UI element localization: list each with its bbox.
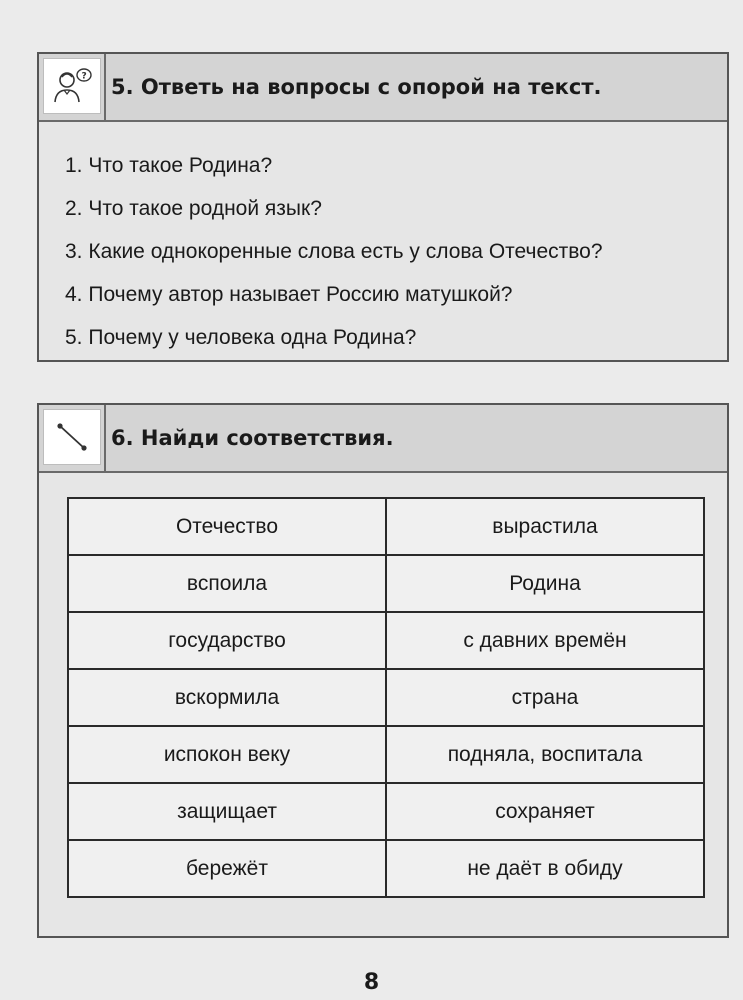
task-6-block bbox=[37, 403, 729, 938]
right-cell: вырастила bbox=[386, 498, 704, 555]
right-cell: не даёт в обиду bbox=[386, 840, 704, 897]
task-5-block bbox=[37, 52, 729, 362]
table-row bbox=[68, 555, 704, 612]
connect-line-icon bbox=[43, 409, 101, 465]
matching-table bbox=[67, 497, 705, 898]
questions-list bbox=[65, 144, 603, 359]
left-cell: испокон веку bbox=[68, 726, 386, 783]
table-row bbox=[68, 726, 704, 783]
left-cell: защищает bbox=[68, 783, 386, 840]
student-question-icon bbox=[43, 58, 101, 114]
left-cell: Отечество bbox=[68, 498, 386, 555]
table-row bbox=[68, 612, 704, 669]
question-item: 1. Что такое Родина? bbox=[65, 154, 273, 177]
question-item: 4. Почему автор называет Россию матушкой? bbox=[65, 283, 513, 306]
task-5-header bbox=[39, 54, 727, 122]
left-cell: вскормила bbox=[68, 669, 386, 726]
page-number: 8 bbox=[363, 970, 380, 995]
right-cell: Родина bbox=[386, 555, 704, 612]
table-row bbox=[68, 498, 704, 555]
task-6-header bbox=[39, 405, 727, 473]
question-item: 2. Что такое родной язык? bbox=[65, 197, 322, 220]
svg-text:?: ? bbox=[81, 71, 87, 82]
task-6-title: 6. Найди соответствия. bbox=[111, 426, 394, 450]
right-cell: сохраняет bbox=[386, 783, 704, 840]
right-cell: с давних времён bbox=[386, 612, 704, 669]
table-row bbox=[68, 840, 704, 897]
right-cell: подняла, воспитала bbox=[386, 726, 704, 783]
table-row bbox=[68, 669, 704, 726]
header-divider bbox=[104, 54, 106, 120]
question-item: 3. Какие однокоренные слова есть у слова Отечество? bbox=[65, 240, 603, 263]
question-item: 5. Почему у человека одна Родина? bbox=[65, 326, 417, 349]
table-row bbox=[68, 783, 704, 840]
right-cell: страна bbox=[386, 669, 704, 726]
task-5-title: 5. Ответь на вопросы с опорой на текст. bbox=[111, 75, 602, 99]
left-cell: вспоила bbox=[68, 555, 386, 612]
header-divider bbox=[104, 405, 106, 471]
left-cell: бережёт bbox=[68, 840, 386, 897]
left-cell: государство bbox=[68, 612, 386, 669]
